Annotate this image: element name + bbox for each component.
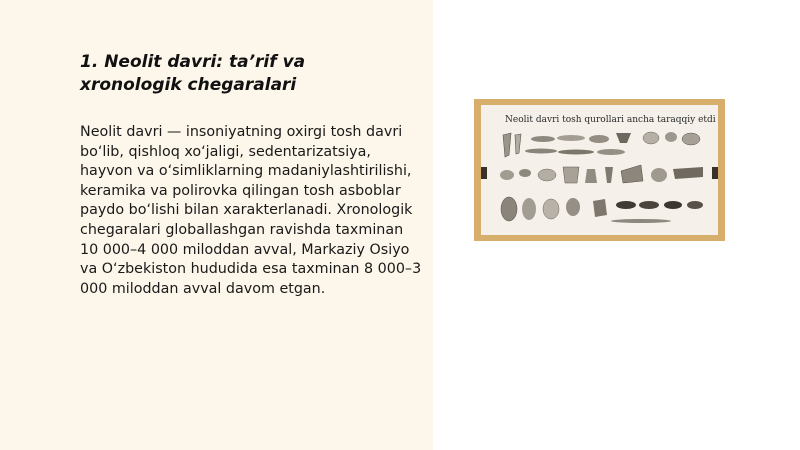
tool-axe-1 bbox=[621, 165, 643, 183]
tool-scraper-2 bbox=[519, 169, 531, 177]
image-caption: Neolit davri tosh qurollari ancha taraqqiy etdi bbox=[505, 115, 716, 125]
tool-pot-1 bbox=[643, 132, 659, 144]
tool-handaxe-1 bbox=[501, 197, 517, 221]
tool-bowl bbox=[616, 133, 631, 143]
tool-vessel-2 bbox=[585, 169, 597, 183]
tool-microlith-3 bbox=[664, 201, 682, 209]
tool-point-2 bbox=[557, 135, 585, 141]
tool-scraper-1 bbox=[500, 170, 514, 180]
tool-blade-1 bbox=[503, 133, 511, 157]
tool-vessel-1 bbox=[563, 167, 579, 183]
stone-tools-image bbox=[474, 99, 725, 241]
tool-microlith-4 bbox=[687, 201, 703, 209]
tool-handaxe-3 bbox=[543, 199, 559, 219]
tool-scraper-3 bbox=[538, 169, 556, 181]
tool-axe-2 bbox=[651, 168, 667, 182]
tool-core bbox=[566, 198, 580, 216]
tool-point-3 bbox=[589, 135, 609, 143]
tool-pot-2 bbox=[665, 132, 677, 142]
tool-harpoon bbox=[611, 219, 671, 223]
stone-tools-drawing bbox=[481, 105, 718, 235]
tool-chopper bbox=[593, 199, 607, 217]
tool-point-1 bbox=[531, 136, 555, 142]
tool-pot-3 bbox=[682, 133, 700, 145]
tool-microlith-1 bbox=[616, 201, 636, 209]
tool-handaxe-2 bbox=[522, 198, 536, 220]
tool-spear-1 bbox=[525, 149, 557, 154]
tool-sickle bbox=[673, 167, 703, 179]
left-dark-bar bbox=[481, 167, 487, 179]
tool-spear-3 bbox=[597, 149, 625, 155]
stone-tools-illustration bbox=[481, 105, 718, 235]
slide-title: 1. Neolit davri: ta’rif va xronologik chegaralari bbox=[80, 52, 306, 95]
slide-body-text: Neolit davri — insoniyatning oxirgi tosh davri bo‘lib, qishloq xo‘jaligi, sedentarizatsiya, hayvon va o‘simliklarning madaniylashtirilishi, keramika va polirovka qilingan tosh asboblar paydo bo‘lishi bilan xarakterlanadi. Xronologik chegaralari globallashgan ravishda taxminan 10 000–4 000 miloddan avval, Markaziy Osiyo va O‘zbekiston hududida esa taxminan 8 000–3 000 miloddan avval davom etgan. bbox=[80, 124, 422, 297]
tool-awl bbox=[605, 167, 613, 183]
tool-blade-2 bbox=[515, 134, 521, 154]
tool-spear-2 bbox=[558, 150, 594, 155]
right-dark-bar bbox=[712, 167, 718, 179]
tool-microlith-2 bbox=[639, 201, 659, 209]
